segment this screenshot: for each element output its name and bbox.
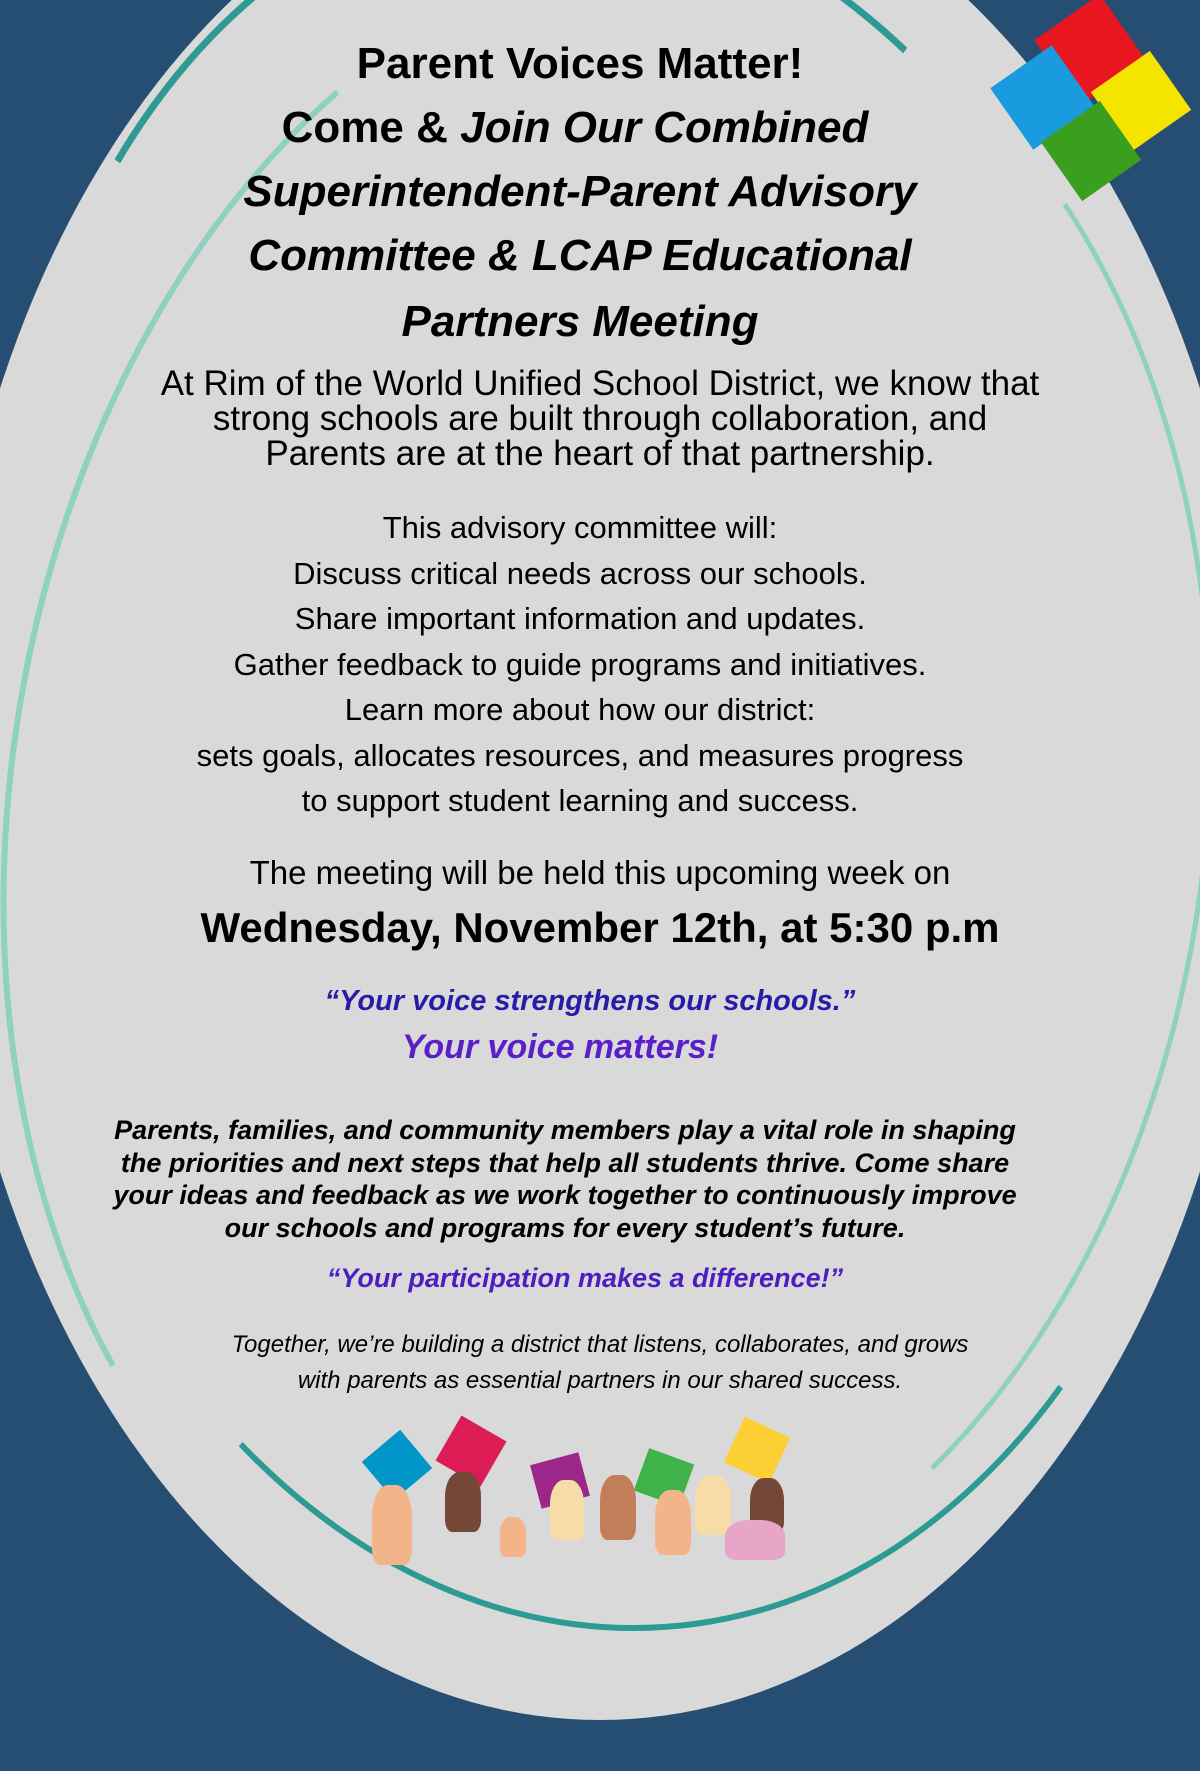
subheadline: Committee & LCAP Educational bbox=[248, 231, 912, 280]
subheadline-italic: Join Our Combined bbox=[460, 103, 869, 152]
intro-line: At Rim of the World Unified School District, we know that bbox=[160, 364, 1040, 403]
paragraph-line: your ideas and feedback as we work together to continuously improve bbox=[113, 1180, 1017, 1210]
meeting-lead: The meeting will be held this upcoming week on bbox=[249, 854, 951, 891]
closing-text bbox=[20, 1327, 1180, 1399]
quote-voice-matters: Your voice matters! bbox=[401, 1028, 719, 1066]
list-item: to support student learning and success. bbox=[301, 783, 859, 818]
list-item: Gather feedback to guide programs and initiatives. bbox=[233, 646, 927, 682]
paragraph-line: the priorities and next steps that help all students thrive. Come share bbox=[120, 1147, 1010, 1178]
closing-line: Together, we’re building a district that listens, collaborates, and grows bbox=[231, 1331, 969, 1358]
intro-line: strong schools are built through collaboration, and bbox=[212, 399, 988, 438]
headline: Parent Voices Matter! bbox=[356, 39, 804, 88]
list-item: Discuss critical needs across our schools. bbox=[293, 555, 867, 591]
quote-participation: “Your participation makes a difference!” bbox=[326, 1263, 844, 1293]
paragraph-line: Parents, families, and community members play a vital role in shaping bbox=[114, 1115, 1016, 1145]
subheadline bbox=[0, 96, 1155, 160]
meeting-date: Wednesday, November 12th, at 5:30 p.m bbox=[200, 904, 1000, 951]
subheadline: Superintendent-Parent Advisory bbox=[243, 167, 917, 216]
list-item: This advisory committee will: bbox=[382, 510, 778, 545]
quote-strengthens: “Your voice strengthens our schools.” bbox=[324, 985, 856, 1017]
list-item: sets goals, allocates resources, and measures progress bbox=[196, 737, 964, 773]
subheadline-plain: Come & bbox=[281, 103, 461, 152]
list-item: Share important information and updates. bbox=[294, 601, 866, 636]
committee-goals bbox=[0, 505, 1160, 824]
paragraph-line: our schools and programs for every student’s future. bbox=[224, 1212, 906, 1243]
list-item: Learn more about how our district: bbox=[344, 692, 816, 727]
intro-line: Parents are at the heart of that partnership. bbox=[265, 434, 935, 473]
community-paragraph bbox=[0, 1114, 1145, 1244]
intro-text bbox=[20, 366, 1180, 471]
closing-line: with parents as essential partners in our shared success. bbox=[297, 1367, 903, 1394]
subheadline: Partners Meeting bbox=[401, 297, 759, 346]
